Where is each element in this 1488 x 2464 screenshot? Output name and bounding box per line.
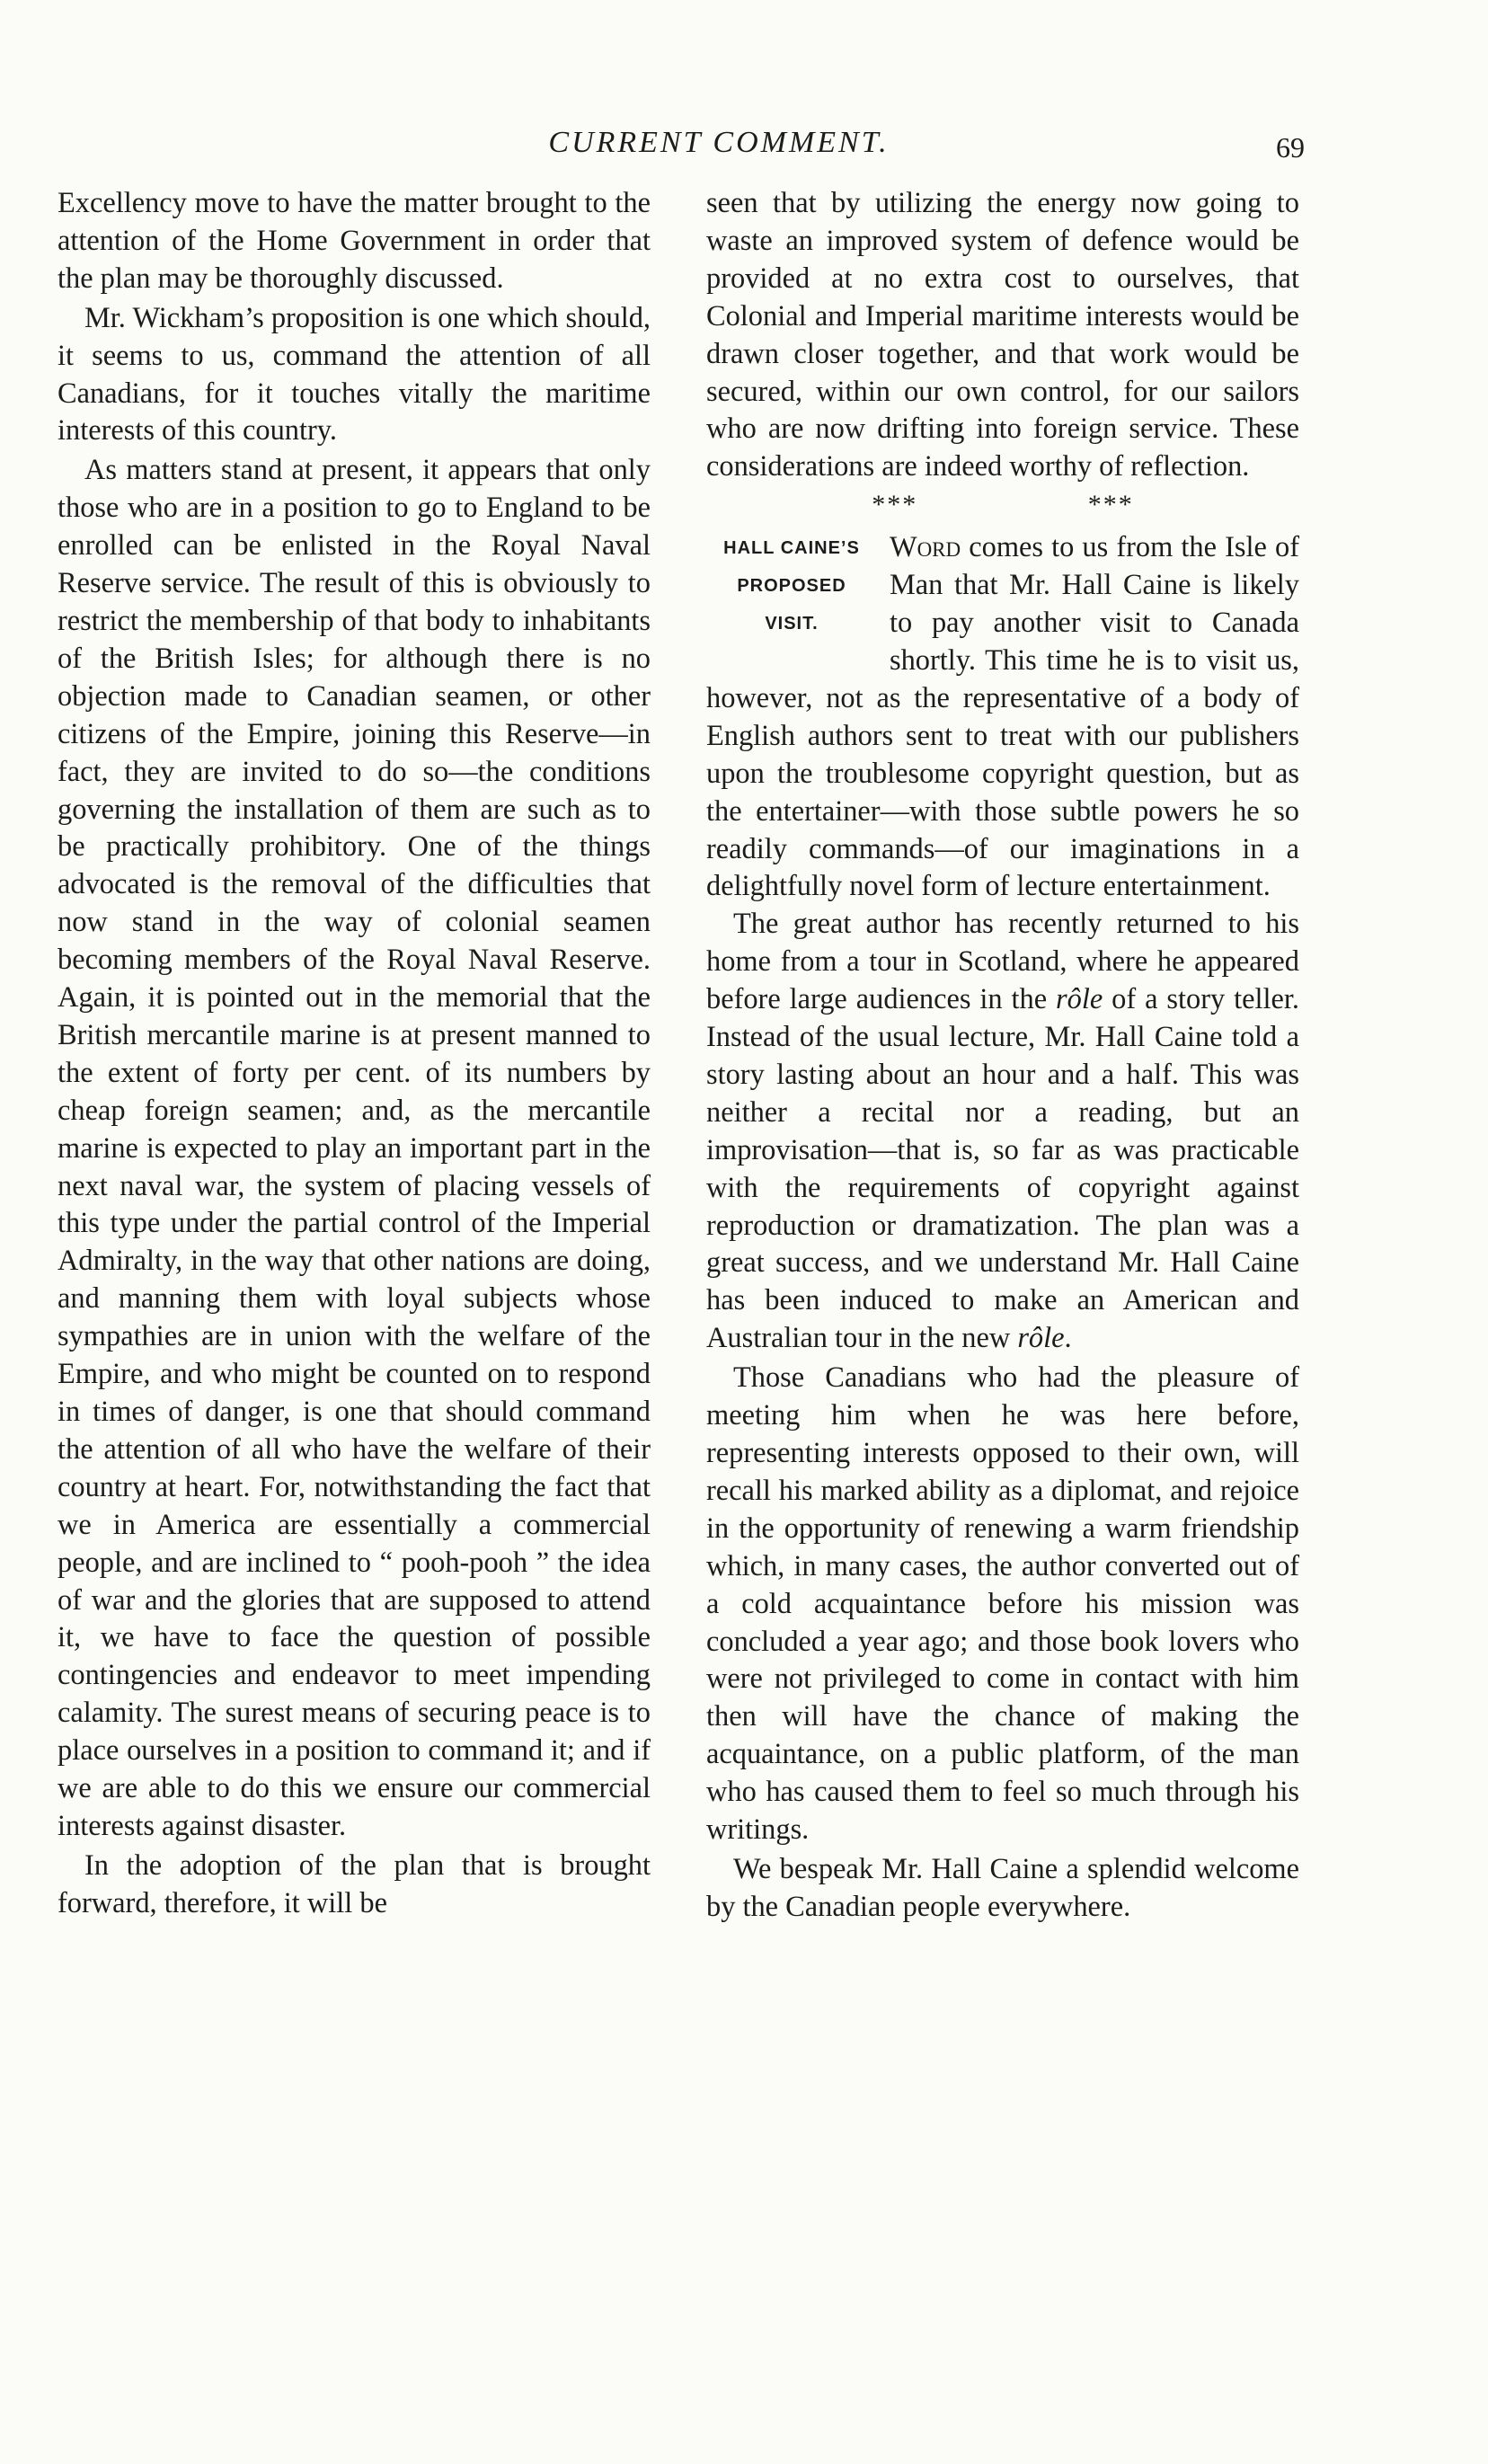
paragraph: Those Canadians who had the pleasure of meeting him when he was here before, representing interests opposed to their own, will recall his marked ability as a diplomat, and rejoice in the opportunity of renewing a warm friendship which, in many cases, the author converted out of a cold acquaintance before his mission was concluded a year ago; and those book lovers who were not privileged to come in contact with him then will have the chance of making the acquaintance, on a public platform, of the man who has caused them to feel so much through his writings. xyxy=(706,1361,1299,1847)
right-column xyxy=(706,185,1299,1927)
paragraph: Excellency move to have the matter brought to the attention of the Home Government in order that the plan may be thoroughly discussed. xyxy=(58,187,651,295)
left-column xyxy=(58,185,651,1923)
paragraph-text: The great author has recently returned to his home from a tour in Scotland, where he appeared before large audiences in the xyxy=(706,908,1299,1016)
paragraph-text: of a story teller. Instead of the usual lecture, Mr. Hall Caine told a story lasting about an hour and a half. This was neither a recital nor a reading, but an improvisation—that is, so far as was practicable with the requirements of copyright against reproduction or dramatization. The plan was a great success, and we understand Mr. Hall Caine has been induced to make an American and Australian tour in the new xyxy=(706,983,1299,1355)
emphasis: rôle xyxy=(1017,1322,1065,1355)
emphasis: rôle xyxy=(1056,983,1103,1016)
running-title: CURRENT COMMENT. xyxy=(548,126,890,159)
sidenote-line: VISIT. xyxy=(765,614,819,634)
page-number: 69 xyxy=(1276,131,1305,164)
paragraph: As matters stand at present, it appears that only those who are in a position to go to England to be enrolled can be enlisted in the Royal Naval Reserve service. The result of this is obviously to restrict the membership of that body to inhabitants of the British Isles; for although there is no objection made to Canadian seamen, or other citizens of the Empire, joining this Reserve—in fact, they are invited to do so—the conditions governing the installation of them are such as to be practically prohibitory. One of the things advocated is the removal of the difficulties that now stand in the way of colonial seamen becoming members of the Royal Naval Reserve. Again, it is pointed out in the memorial that the British mercantile marine is at present manned to the extent of forty per cent. of its numbers by cheap foreign seamen; and, as the mercantile marine is expected to play an important part in the next naval war, the system of placing vessels of this type under the partial control of the Imperial Admiralty, in the way that other nations are doing, and manning them with loyal subjects whose sympathies are in union with the welfare of the Empire, and who might be counted on to respond in times of danger, is one that should command the attention of all who have the welfare of their country at heart. For, notwithstanding the fact that we in America are essentially a commercial people, and are inclined to “ pooh-pooh ” the idea of war and the glories that are supposed to attend it, we have to face the question of possible contingencies and endeavor to meet impending calamity. The surest means of securing peace is to place ourselves in a position to command it; and if we are able to do this we ensure our commercial interests against disaster. xyxy=(58,454,651,1842)
paragraph: seen that by utilizing the energy now going to waste an improved system of defence would be provided at no extra cost to ourselves, that Colonial and Imperial maritime interests would be drawn closer together, and that work would be secured, within our own control, for our sailors who are now drifting into foreign service. These considerations are indeed worthy of reflection. xyxy=(706,187,1299,483)
sidenote-line: PROPOSED xyxy=(737,576,846,597)
paragraph: In the adoption of the plan that is brought forward, therefore, it will be xyxy=(58,1848,651,1919)
section-separator: *** *** xyxy=(872,490,1134,520)
paragraph: Mr. Wickham’s proposition is one which should, it seems to us, command the attention of all Canadians, for it touches vitally the maritime interests of this country. xyxy=(58,301,651,448)
paragraph-text: . xyxy=(1064,1322,1072,1355)
paragraph xyxy=(706,906,1299,1358)
lead-word: Word xyxy=(890,531,961,564)
section-hall-caine xyxy=(706,529,1299,906)
sidenote xyxy=(706,529,877,643)
paragraph-text: comes to us from the Isle of Man that Mr. Hall Caine is likely to pay another visit to Canada shortly. This time he is to visit us, however, not as the representative of a body of English authors sent to treat with our publishers upon the troublesome copyright question, but as the entertainer—with those subtle powers he so readily commands—of our imaginations in a delightfully novel form of lecture entertainment. xyxy=(706,531,1299,903)
paragraph: We bespeak Mr. Hall Caine a splendid welcome by the Canadian people everywhere. xyxy=(706,1852,1299,1923)
sidenote-line: HALL CAINE’S xyxy=(723,538,860,559)
